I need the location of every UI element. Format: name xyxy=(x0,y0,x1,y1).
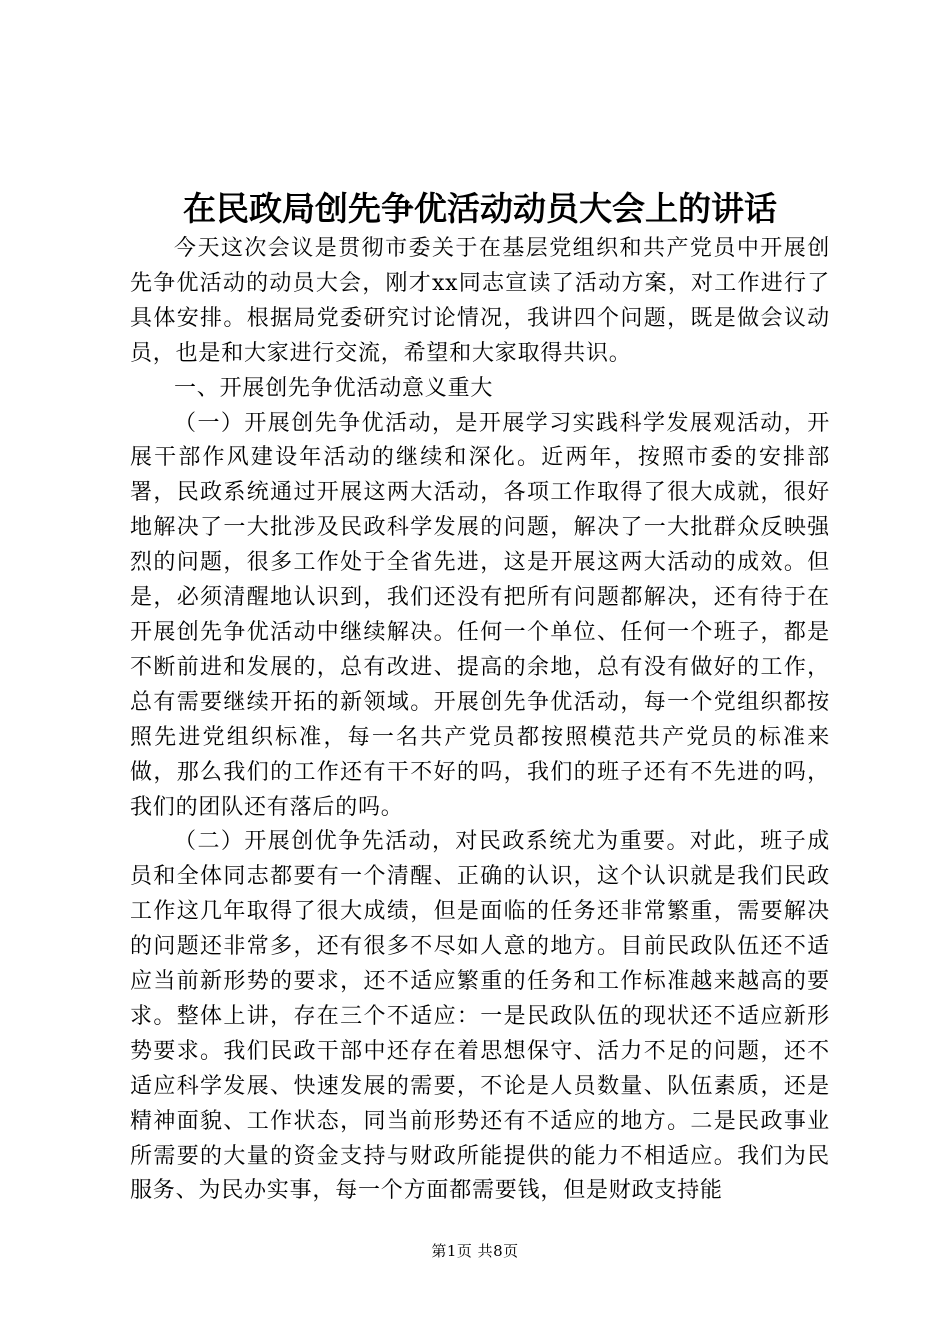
document-body xyxy=(130,232,830,1209)
paragraph-section-1-2: （二）开展创优争先活动，对民政系统尤为重要。对此，班子成员和全体同志都要有一个清醒、正确的认识，这个认识就是我们民政工作这几年取得了很大成绩，但是面临的任务还非常繁重，需要解决的问题还非常多，还有很多不尽如人意的地方。目前民政队伍还不适应当前新形势的要求，还不适应繁重的任务和工作标准越来越高的要求。整体上讲，存在三个不适应：一是民政队伍的现状还不适应新形势要求。我们民政干部中还存在着思想保守、活力不足的问题，还不适应科学发展、快速发展的需要，不论是人员数量、队伍素质，还是精神面貌、工作状态，同当前形势还有不适应的地方。二是民政事业所需要的大量的资金支持与财政所能提供的能力不相适应。我们为民服务、为民办实事，每一个方面都需要钱，但是财政支持能 xyxy=(130,829,830,1204)
page-number-footer: 第1页 共8页 xyxy=(431,1242,519,1260)
document-title: 在民政局创先争优活动动员大会上的讲话 xyxy=(183,189,777,228)
paragraph-section-1-1: （一）开展创先争优活动，是开展学习实践科学发展观活动，开展干部作风建设年活动的继续和深化。近两年，按照市委的安排部署，民政系统通过开展这两大活动，各项工作取得了很大成就，很好地解决了一大批涉及民政科学发展的问题，解决了一大批群众反映强烈的问题，很多工作处于全省先进，这是开展这两大活动的成效。但是，必须清醒地认识到，我们还没有把所有问题都解决，还有待于在开展创先争优活动中继续解决。任何一个单位、任何一个班子，都是不断前进和发展的，总有改进、提高的余地，总有没有做好的工作，总有需要继续开拓的新领域。开展创先争优活动，每一个党组织都按照先进党组织标准，每一名共产党员都按照模范共产党员的标准来做，那么我们的工作还有干不好的吗，我们的班子还有不先进的吗，我们的团队还有落后的吗。 xyxy=(130,410,830,820)
intro-paragraph: 今天这次会议是贯彻市委关于在基层党组织和共产党员中开展创先争优活动的动员大会，刚才xx同志宣读了活动方案，对工作进行了具体安排。根据局党委研究讨论情况，我讲四个问题，既是做会议动员，也是和大家进行交流，希望和大家取得共识。 xyxy=(130,236,830,366)
section-heading-1: 一、开展创先争优活动意义重大 xyxy=(174,375,494,401)
